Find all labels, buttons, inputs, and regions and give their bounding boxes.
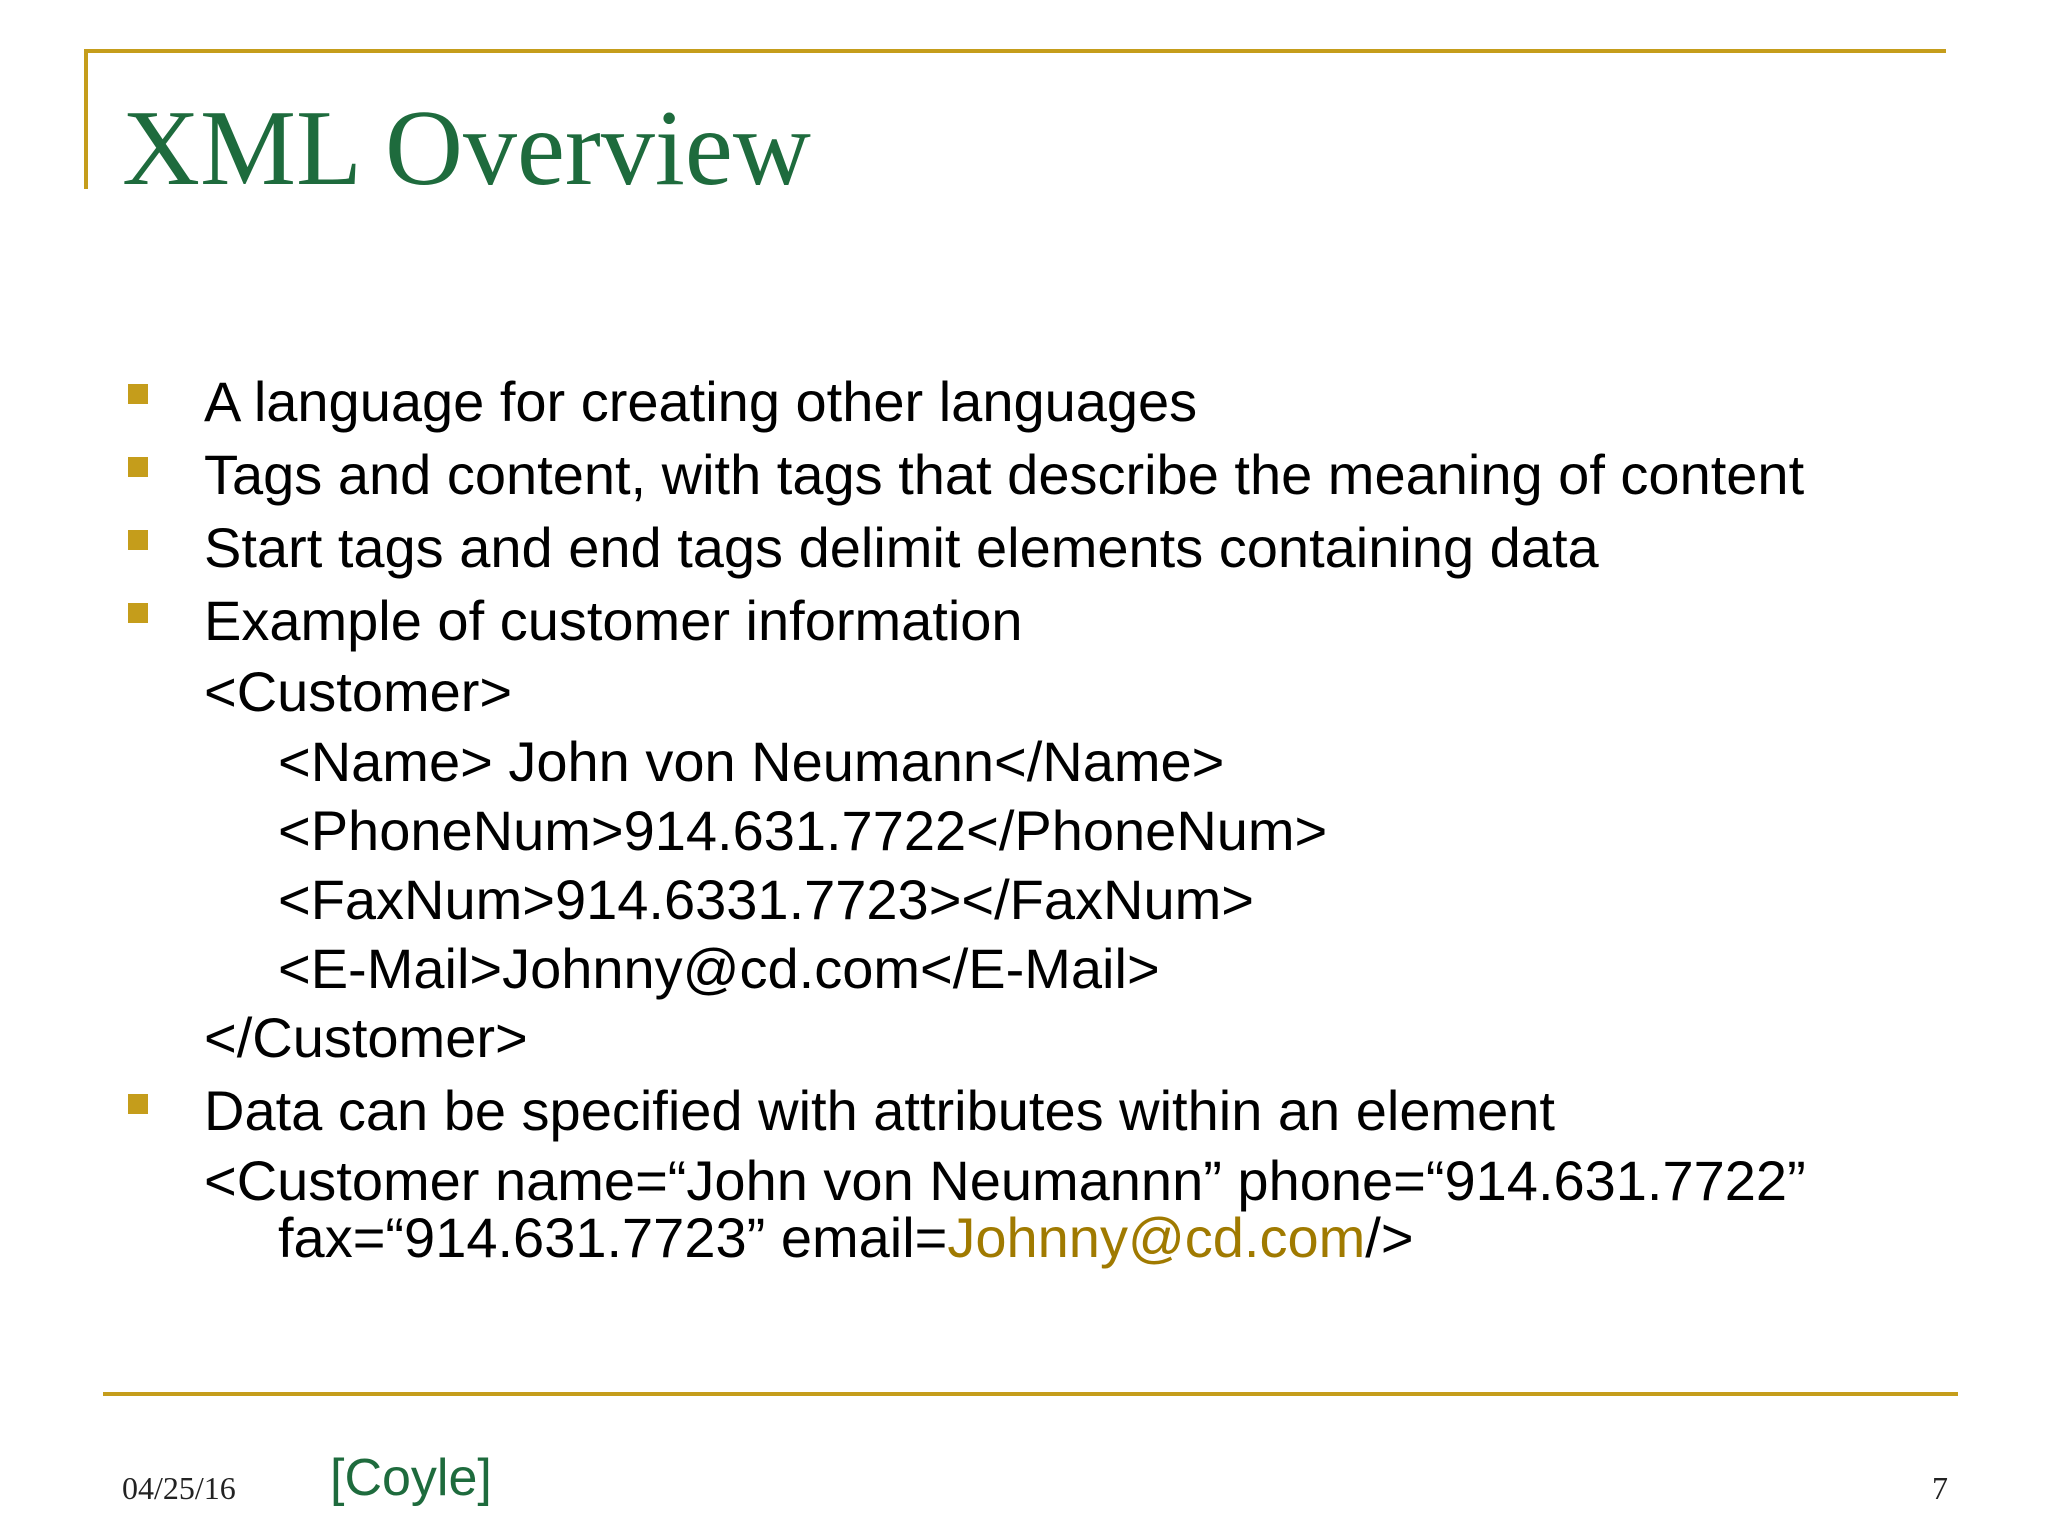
footer-source: [Coyle] <box>330 1449 492 1507</box>
bullet-marker <box>128 603 148 623</box>
bullet-marker <box>128 1094 148 1114</box>
bullet-marker <box>128 384 148 404</box>
bullet-text: Start tags and end tags delimit elements containing data <box>204 516 1599 579</box>
left-frame-rule <box>84 49 88 189</box>
footer-rule <box>103 1392 1958 1396</box>
code-line: <FaxNum>914.6331.7723></FaxNum> <box>278 868 1254 931</box>
code-line: <Customer> <box>204 660 513 723</box>
code-line: <PhoneNum>914.631.7722</PhoneNum> <box>278 799 1328 862</box>
bullet-text: Example of customer information <box>204 589 1023 652</box>
attribute-example-prefix: fax=“914.631.7723” email= <box>278 1206 948 1269</box>
top-frame-rule <box>84 49 1946 53</box>
bullet-text: Data can be specified with attributes within an element <box>204 1079 1555 1142</box>
code-line: </Customer> <box>204 1006 528 1069</box>
attribute-example-suffix: /> <box>1365 1206 1414 1269</box>
page-number: 7 <box>1932 1470 1948 1506</box>
code-line: <Name> John von Neumann</Name> <box>278 730 1225 793</box>
email-link[interactable]: Johnny@cd.com <box>947 1206 1366 1269</box>
attribute-example-line <box>278 1206 1414 1269</box>
bullet-text: A language for creating other languages <box>204 370 1198 433</box>
bullet-text: Tags and content, with tags that describe the meaning of content <box>204 443 1805 506</box>
code-line: <E-Mail>Johnny@cd.com</E-Mail> <box>278 937 1160 1000</box>
slide-title: XML Overview <box>122 89 811 208</box>
footer-date: 04/25/16 <box>122 1470 236 1506</box>
attribute-example-line: <Customer name=“John von Neumannn” phone=“914.631.7722” <box>204 1149 1806 1212</box>
bullet-marker <box>128 530 148 550</box>
bullet-marker <box>128 457 148 477</box>
